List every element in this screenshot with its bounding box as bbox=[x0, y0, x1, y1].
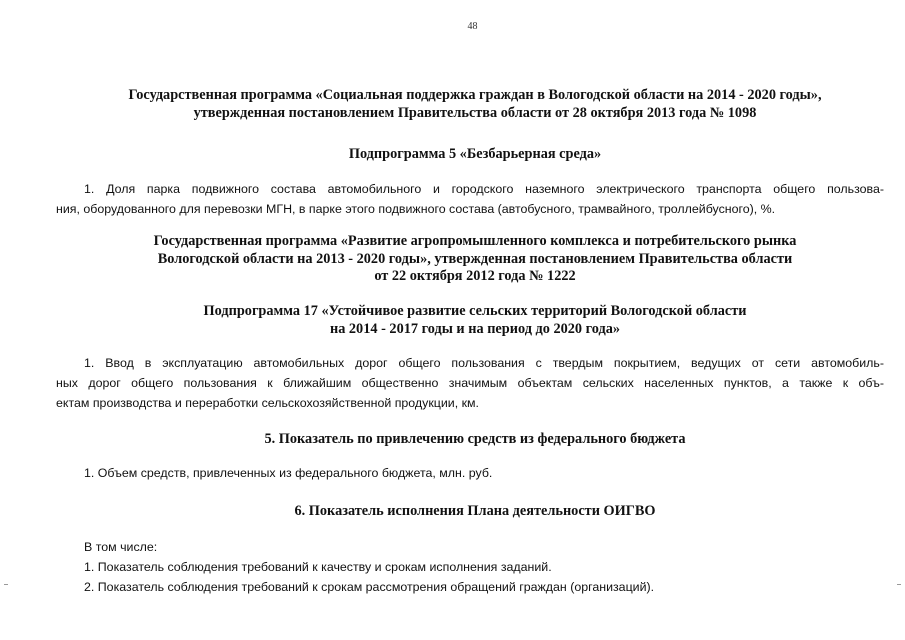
program-title-line: Государственная программа «Социальная поддержка граждан в Вологодской области на 2014 - 2020 годы», bbox=[128, 87, 822, 103]
list-item: 2. Показатель соблюдения требований к срокам рассмотрения обращений граждан (организаций). bbox=[84, 580, 655, 594]
paragraph-line: ных дорог общего пользования к ближайшим общественно значимым объектам сельских населенных пунктов, а также к объ- bbox=[56, 376, 884, 390]
subprogram-title-line: на 2014 - 2017 годы и на период до 2020 года» bbox=[329, 320, 621, 337]
indicator-list-plan bbox=[70, 537, 884, 597]
program-title-line: утвержденная постановлением Правительства области от 28 октября 2013 года № 1098 bbox=[193, 104, 757, 121]
paragraph-line: ектам производства и переработки сельскохозяйственной продукции, км. bbox=[56, 396, 479, 410]
program-title-agro bbox=[60, 233, 890, 286]
list-item: 1. Показатель соблюдения требований к качеству и срокам исполнения заданий. bbox=[84, 560, 552, 574]
program-title-line: Вологодской области на 2013 - 2020 годы», утвержденная постановлением Правительства области bbox=[157, 250, 793, 267]
list-intro: В том числе: bbox=[84, 540, 158, 554]
page-number: 48 bbox=[467, 21, 478, 32]
indicator-paragraph-transport bbox=[56, 179, 884, 219]
subprogram-title-barrier-free: Подпрограмма 5 «Безбарьерная среда» bbox=[348, 146, 602, 162]
scan-edge-mark-right bbox=[897, 584, 901, 585]
program-title-line: Государственная программа «Развитие агропромышленного комплекса и потребительского рынка bbox=[153, 233, 797, 249]
paragraph-line: 1. Ввод в эксплуатацию автомобильных дорог общего пользования с твердым покрытием, ведущих от сети автомобиль- bbox=[84, 356, 884, 370]
section-title-federal-budget: 5. Показатель по привлечению средств из федерального бюджета bbox=[264, 431, 686, 447]
paragraph-line: ния, оборудованного для перевозки МГН, в парке этого подвижного состава (автобусного, трамвайного, троллейбусного), %. bbox=[56, 202, 776, 216]
indicator-paragraph-budget bbox=[70, 463, 884, 483]
section-title-plan-execution: 6. Показатель исполнения Плана деятельности ОИГВО bbox=[294, 503, 656, 519]
subprogram-title-line: Подпрограмма 17 «Устойчивое развитие сельских территорий Вологодской области bbox=[203, 303, 747, 319]
paragraph-line: 1. Объем средств, привлеченных из федерального бюджета, млн. руб. bbox=[84, 466, 493, 480]
program-title-line: от 22 октября 2012 года № 1222 bbox=[374, 268, 576, 284]
indicator-paragraph-roads bbox=[56, 353, 884, 413]
subprogram-title-rural bbox=[60, 303, 890, 338]
program-title-social-support bbox=[60, 87, 890, 122]
scan-edge-mark-left bbox=[4, 584, 8, 585]
paragraph-line: 1. Доля парка подвижного состава автомобильного и городского наземного электрического транспорта общего пользова- bbox=[84, 182, 884, 196]
